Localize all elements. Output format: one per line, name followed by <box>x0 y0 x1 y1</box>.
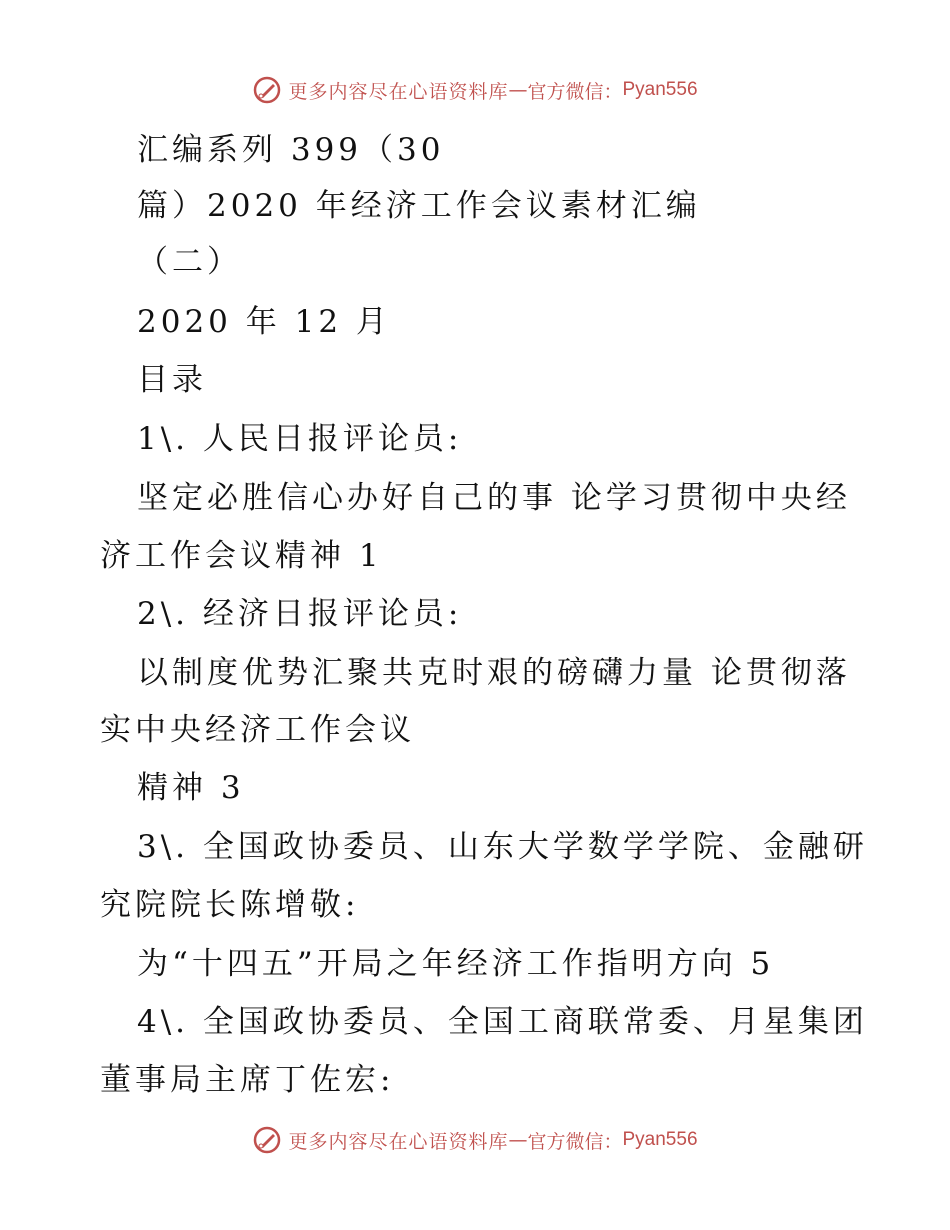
watermark-wechat-id: Pyan556 <box>622 79 698 100</box>
toc-item-4-author-line-2: 董事局主席丁佐宏: <box>100 1062 395 1098</box>
toc-heading: 目录 <box>137 362 207 398</box>
doc-date: 2020 年 12 月 <box>137 304 391 340</box>
watermark-wechat-label: 官方微信： <box>527 1130 623 1153</box>
toc-item-2-title-line-2: 实中央经济工作会议 <box>100 712 415 748</box>
watermark-header <box>0 70 950 110</box>
watermark-footer <box>0 1120 950 1160</box>
toc-item-1-title-line-2: 济工作会议精神 1 <box>100 538 383 574</box>
toc-item-1-author: 1\. 人民日报评论员: <box>137 421 463 457</box>
toc-item-2-title-line-3: 精神 3 <box>137 770 245 806</box>
watermark-dash: — <box>508 1129 528 1151</box>
watermark-wechat-id: Pyan556 <box>622 1129 698 1150</box>
toc-item-3-author-line-2: 究院院长陈增敬: <box>100 887 360 923</box>
toc-item-4-author-line-1: 4\. 全国政协委员、全国工商联常委、月星集团 <box>137 1004 868 1040</box>
toc-item-2-title-line-1: 以制度优势汇聚共克时艰的磅礴力量 论贯彻落 <box>137 655 851 691</box>
toc-item-2-author: 2\. 经济日报评论员: <box>137 596 463 632</box>
toc-item-3-title: 为“十四五”开局之年经济工作指明方向 5 <box>137 946 775 982</box>
watermark-main-text: 更多内容尽在心语资料库 <box>288 1130 509 1153</box>
doc-title-line-1: 汇编系列 399（30 <box>137 132 445 168</box>
doc-title-line-2: 篇）2020 年经济工作会议素材汇编 <box>137 188 701 224</box>
toc-item-3-author-line-1: 3\. 全国政协委员、山东大学数学学院、金融研 <box>137 829 868 865</box>
doc-title-line-3: （二） <box>137 244 242 280</box>
pen-logo-icon <box>252 1125 282 1155</box>
watermark-dash: — <box>508 79 528 101</box>
watermark-wechat-label: 官方微信： <box>527 80 623 103</box>
toc-item-1-title-line-1: 坚定必胜信心办好自己的事 论学习贯彻中央经 <box>137 480 851 516</box>
pen-logo-icon <box>252 75 282 105</box>
watermark-main-text: 更多内容尽在心语资料库 <box>288 80 509 103</box>
